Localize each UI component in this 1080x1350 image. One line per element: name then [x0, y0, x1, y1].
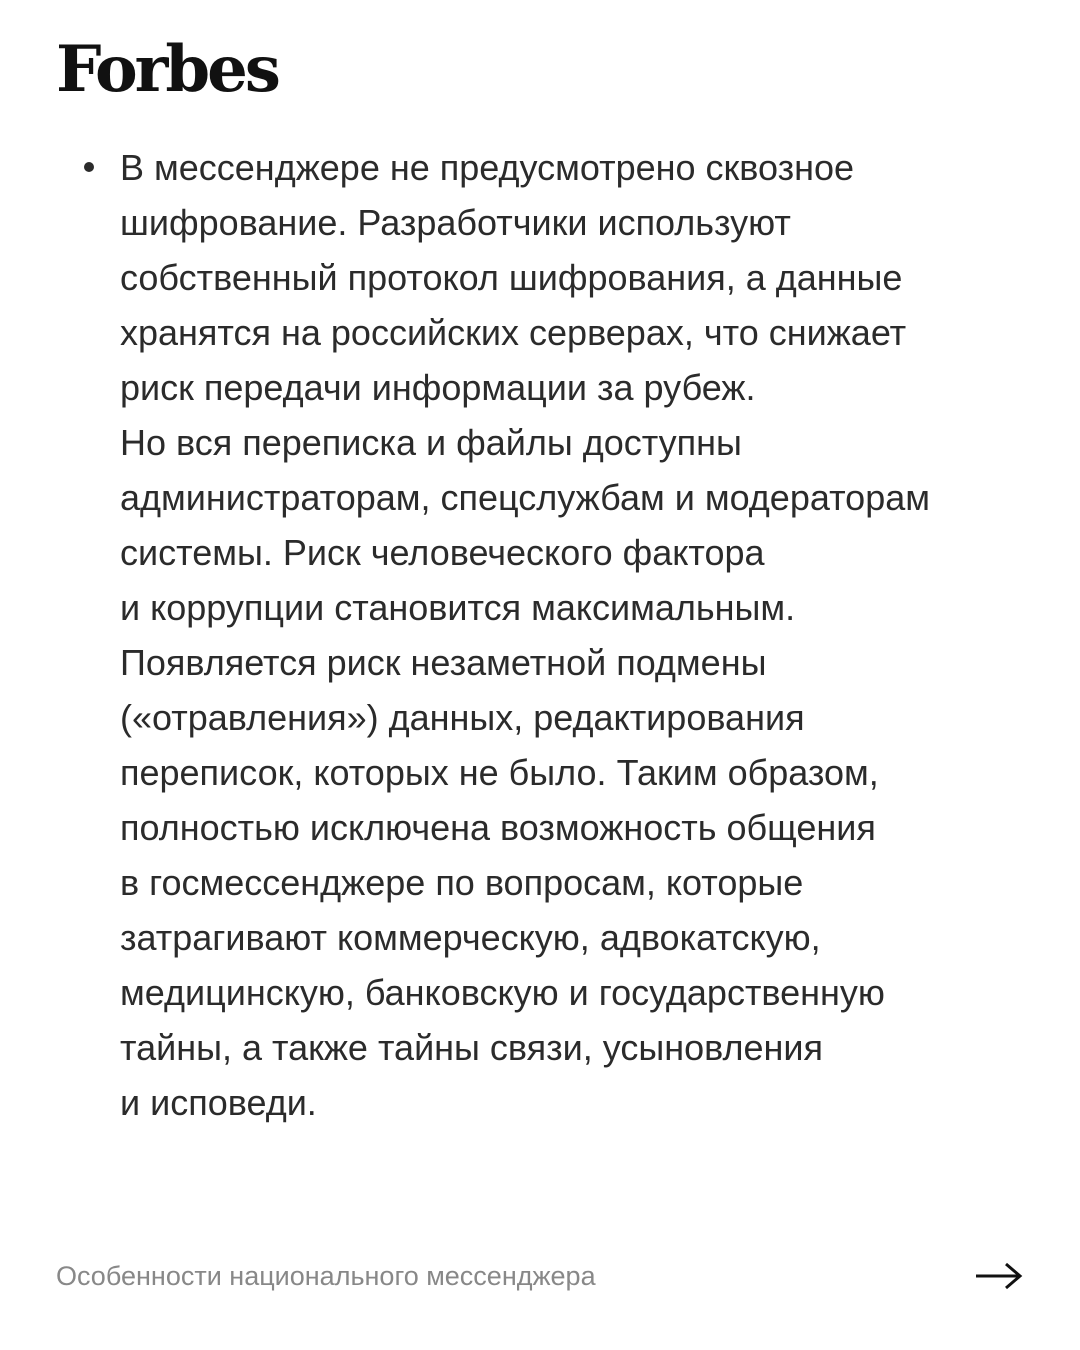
text-line: риск передачи информации за рубеж.	[120, 367, 756, 408]
text-line: медицинскую, банковскую и государственную	[120, 972, 885, 1013]
text-line: шифрование. Разработчики используют	[120, 202, 791, 243]
text-line: системы. Риск человеческого фактора	[120, 532, 765, 573]
next-slide-button[interactable]	[974, 1260, 1024, 1292]
list-item	[80, 140, 1030, 1130]
text-line: В мессенджере не предусмотрено сквозное	[120, 147, 855, 188]
text-line: Но вся переписка и файлы доступны	[120, 422, 742, 463]
text-line: собственный протокол шифрования, а данные	[120, 257, 903, 298]
text-line: Появляется риск незаметной подмены	[120, 642, 767, 683]
text-line: затрагивают коммерческую, адвокатскую,	[120, 917, 821, 958]
text-line: тайны, а также тайны связи, усыновления	[120, 1027, 823, 1068]
bullet-icon	[84, 162, 94, 172]
article-body	[80, 140, 1030, 1130]
text-line: в госмессенджере по вопросам, которые	[120, 862, 804, 903]
text-line: переписок, которых не было. Таким образом,	[120, 752, 879, 793]
text-line: («отравления») данных, редактирования	[120, 697, 805, 738]
forbes-logo: Forbes	[56, 32, 278, 107]
text-line: администраторам, спецслужбам и модераторам	[120, 477, 930, 518]
bullet-text	[120, 140, 1030, 1130]
text-line: хранятся на российских серверах, что снижает	[120, 312, 907, 353]
text-line: и коррупции становится максимальным.	[120, 587, 796, 628]
text-line: и исповеди.	[120, 1082, 317, 1123]
arrow-right-icon	[974, 1260, 1024, 1292]
series-title: Особенности национального мессенджера	[56, 1260, 596, 1291]
text-line: полностью исключена возможность общения	[120, 807, 876, 848]
footer	[56, 1254, 1024, 1298]
